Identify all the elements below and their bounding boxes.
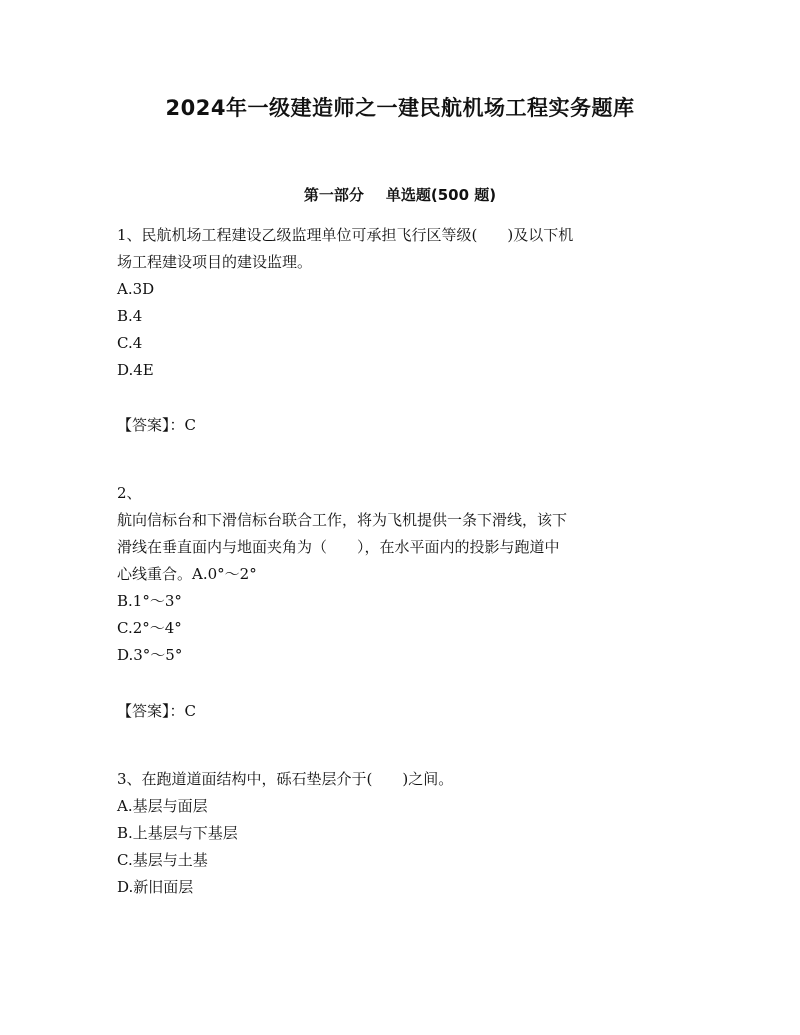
- question-2: [117, 480, 683, 669]
- question-1-stem-line-1: 1、民航机场工程建设乙级监理单位可承担飞行区等级( )及以下机: [117, 226, 574, 244]
- question-1-answer: 【答案】：C: [117, 416, 196, 434]
- question-3-option-c: C.基层与土基: [117, 851, 208, 869]
- question-3-option-b: B.上基层与下基层: [117, 824, 238, 842]
- document-title: 2024年一级建造师之一建民航机场工程实务题库: [165, 96, 635, 120]
- question-3: [117, 766, 683, 901]
- question-2-option-b: B.1°～3°: [117, 592, 182, 610]
- question-1-option-a: A.3D: [117, 280, 155, 298]
- question-2-option-d: D.3°～5°: [117, 646, 183, 664]
- question-3-option-d: D.新旧面层: [117, 878, 194, 896]
- question-1: [117, 222, 683, 384]
- question-2-option-c: C.2°～4°: [117, 619, 182, 637]
- question-2-stem-line-1: 航向信标台和下滑信标台联合工作，将为飞机提供一条下滑线，该下: [117, 511, 568, 529]
- question-1-option-d: D.4E: [117, 361, 154, 379]
- question-1-option-c: C.4: [117, 334, 143, 352]
- question-3-option-a: A.基层与面层: [117, 797, 208, 815]
- section-part: 第一部分: [303, 186, 364, 204]
- section-name: 单选题(500 题): [385, 186, 497, 204]
- question-2-answer: 【答案】：C: [117, 702, 196, 720]
- section-heading: [0, 184, 800, 205]
- question-2-stem-line-3: 心线重合。A.0°～2°: [117, 565, 257, 583]
- question-2-number: 2、: [117, 484, 142, 502]
- question-1-stem-line-2: 场工程建设项目的建设监理。: [117, 253, 313, 271]
- question-1-option-b: B.4: [117, 307, 143, 325]
- question-2-stem-line-2: 滑线在垂直面内与地面夹角为（ ），在水平面内的投影与跑道中: [117, 538, 560, 556]
- question-3-stem-line-1: 3、在跑道道面结构中，砾石垫层介于( )之间。: [117, 770, 454, 788]
